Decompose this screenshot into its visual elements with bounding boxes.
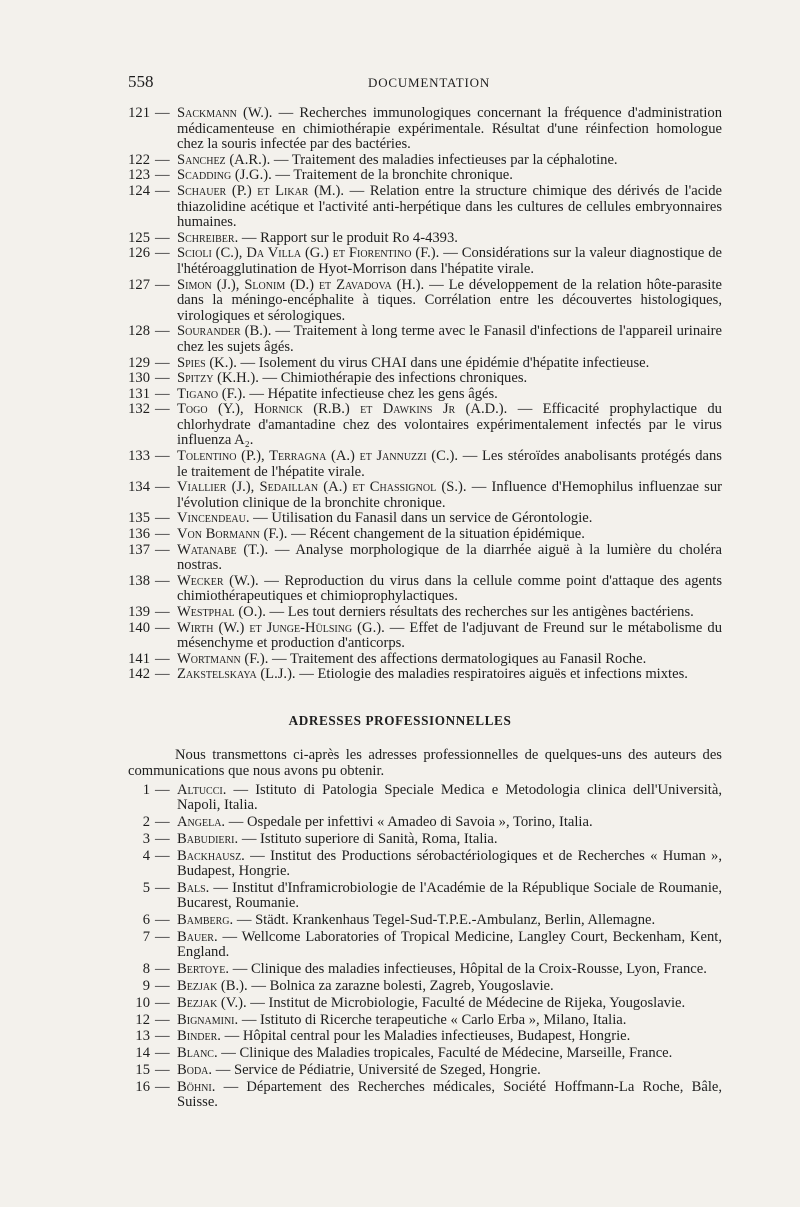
reference-entry-author: Sanchez (A.R.). [177,151,271,168]
reference-entry-number: 133 [128,448,150,465]
address-entry-text: — Wellcome Laboratories of Tropical Medicine, Langley Court, Beckenham, Kent, England. [177,929,722,961]
dash-separator: — [155,448,170,465]
reference-entry-number: 130 [128,370,150,387]
address-entry [128,930,722,961]
address-entry-text: — Istituto di Patologia Speciale Medica e Metodologia clinica dell'Università, Napoli, Italia. [177,782,722,814]
address-entry-number: 10 [135,994,150,1011]
address-entry-number: 8 [142,961,150,978]
address-entry [128,996,722,1011]
address-entry [128,881,722,912]
reference-entry-number: 125 [128,229,150,246]
reference-entry-text: — Chimiothérapie des infections chroniques. [262,370,528,387]
address-entry [128,849,722,880]
reference-entry [128,387,722,403]
dash-separator: — [155,978,170,994]
reference-entry-text: — Récent changement de la situation épidémique. [291,526,585,543]
address-entry-author: Bals. [177,880,210,896]
address-entry-text: — Département des Recherches médicales, Société Hoffmann-La Roche, Bâle, Suisse. [177,1078,723,1111]
reference-entry [128,511,722,527]
reference-entry [128,480,722,511]
dash-separator: — [155,526,170,543]
dash-separator: — [155,572,170,589]
reference-entry-author: Viallier (J.), Sedaillan (A.) et Chassignol (S.). [177,479,467,496]
reference-entry-number: 142 [128,666,150,683]
dash-separator: — [155,276,170,293]
address-entry-author: Bauer. [177,929,218,945]
address-entry-author: Bertoye. [177,961,230,978]
reference-entry-author: Vincendeau. [177,510,250,527]
reference-entry-number: 131 [128,385,150,402]
reference-entry-text: — Les tout derniers résultats des recherches sur les antigènes bactériens. [269,604,694,620]
reference-entry-text: — Reproduction du virus dans la cellule comme point d'attaque des agents chimiothérapeutiques et chimioprophylactiques. [177,572,722,605]
reference-entry-text: — Relation entre la structure chimique des dérivés de l'acide thiazolidine acétique et l'activité anti-herpétique dans les cultures de cellules embryonnaires humaines. [177,182,722,231]
reference-entry [128,106,722,153]
address-entry-number: 2 [142,814,150,831]
address-entry-number: 6 [142,912,150,929]
reference-entry-number: 122 [128,151,150,168]
reference-entry [128,667,722,683]
reference-entry-author: Scadding (J.G.). [177,167,272,184]
address-entry [128,783,722,814]
reference-entry-text: — Considérations sur la valeur diagnostique de l'hétéroagglutination de Hyot-Morrison dans l'hépatite virale. [177,245,722,277]
address-entry-number: 9 [142,978,150,994]
reference-entry-author: Schauer (P.) et Likar (M.). [177,182,345,199]
reference-entry [128,246,722,277]
reference-entry-author: Sackmann (W.). [177,105,273,121]
reference-entry [128,543,722,574]
dash-separator: — [155,354,170,371]
address-entry-text: — Städt. Krankenhaus Tegel-Sud-T.P.E.-Ambulanz, Berlin, Allemagne. [236,912,656,929]
address-entry-author: Bignamini. [177,1011,239,1028]
reference-entry-text: — Le développement de la relation hôte-parasite dans la méningo-encéphalite à tiques. Corrélation entre les découvertes histologiques, virologiques et sérologiques. [177,276,722,324]
reference-entry [128,449,722,480]
reference-entry [128,231,722,247]
dash-separator: — [155,650,170,667]
address-entry-text: — Clinique des maladies infectieuses, Hôpital de la Croix-Rousse, Lyon, France. [232,961,707,978]
dash-separator: — [155,814,170,831]
address-entry-number: 1 [142,782,150,798]
reference-entry-number: 121 [128,105,150,121]
reference-entry-number: 123 [128,167,150,184]
reference-entry-text: — Traitement des affections dermatologiques au Fanasil Roche. [272,650,647,667]
dash-separator: — [155,1045,170,1062]
address-entry [128,1080,722,1111]
reference-entry-number: 141 [128,650,150,667]
reference-entry-number: 127 [128,276,150,293]
dash-separator: — [155,105,170,121]
address-entry-text: — Hôpital central pour les Maladies infectieuses, Budapest, Hongrie. [224,1028,631,1045]
reference-entry-text: — Les stéroïdes anabolisants protégés dans le traitement de l'hépatite virale. [177,448,722,480]
reference-entry-text: — Rapport sur le produit Ro 4-4393. [241,229,458,246]
reference-entry [128,184,722,231]
dash-separator: — [155,604,170,620]
dash-separator: — [155,1028,170,1045]
address-entry-author: Böhni. [177,1078,216,1095]
address-entry-text: — Institut d'Inframicrobiologie de l'Académie de la République Sociale de Roumanie, Bucarest, Roumanie. [177,880,723,912]
reference-entry-author: Wecker (W.). [177,572,259,589]
reference-entry-text: — Influence d'Hemophilus influenzae sur l'évolution clinique de la bronchite chronique. [177,479,722,511]
reference-entry [128,324,722,355]
address-list [128,783,722,1112]
reference-entry-author: Watanabe (T.). [177,541,269,558]
address-entry-author: Babudieri. [177,831,239,847]
address-entry-author: Backhausz. [177,847,245,864]
reference-entry-author: Togo (Y.), Hornick (R.B.) et Dawkins Jr (A.D.). [177,401,508,418]
reference-entry-number: 128 [128,323,150,340]
address-entry-text: — Istituto superiore di Sanità, Roma, Italia. [241,831,498,847]
address-entry-number: 4 [142,847,150,864]
reference-entry-author: Zakstelskaya (L.J.). [177,666,296,683]
reference-entry [128,527,722,543]
reference-entry-number: 136 [128,526,150,543]
dash-separator: — [155,401,170,418]
dash-separator: — [155,1061,170,1078]
address-entry-author: Altucci. [177,782,227,798]
reference-entry [128,356,722,372]
address-entry [128,979,722,994]
reference-entry [128,652,722,668]
reference-entry-number: 139 [128,604,150,620]
address-entry [128,1063,722,1078]
dash-separator: — [155,385,170,402]
reference-entry-text: — Effet de l'adjuvant de Freund sur le métabolisme du mésenchyme et production d'anticorps. [177,619,722,652]
dash-separator: — [155,510,170,527]
reference-entry-number: 140 [128,619,150,636]
address-entry [128,913,722,928]
reference-list [128,106,722,683]
dash-separator: — [155,479,170,496]
reference-entry [128,574,722,605]
dash-separator: — [155,831,170,847]
address-entry-number: 5 [142,880,150,896]
dash-separator: — [155,1011,170,1028]
section-intro: Nous transmettons ci-après les adresses professionnelles de quelques-uns des auteurs des communications que nous avons pu obtenir. [128,747,722,779]
reference-entry-number: 134 [128,479,150,496]
dash-separator: — [155,666,170,683]
dash-separator: — [155,245,170,262]
reference-entry [128,402,722,449]
reference-entry-number: 132 [128,401,150,418]
address-entry-number: 14 [135,1045,150,1062]
dash-separator: — [155,182,170,199]
address-entry-text: — Institut de Microbiologie, Faculté de Médecine de Rijeka, Yougoslavie. [250,994,686,1011]
address-entry-author: Blanc. [177,1045,218,1062]
reference-entry-number: 135 [128,510,150,527]
address-entry-author: Bezjak (B.). [177,978,248,994]
reference-entry [128,168,722,184]
address-entry [128,962,722,977]
dash-separator: — [155,151,170,168]
reference-entry-author: Schreiber. [177,229,239,246]
reference-entry [128,278,722,325]
reference-entry-text: — Efficacité prophylactique du chlorhydrate d'amantadine chez des volontaires expérimentalement infectés par le virus influenza A₂. [177,401,722,449]
reference-entry-number: 137 [128,541,150,558]
reference-entry-text: — Isolement du virus CHAI dans une épidémie d'hépatite infectieuse. [240,354,650,371]
dash-separator: — [155,229,170,246]
dash-separator: — [155,1078,170,1095]
reference-entry-author: Wirth (W.) et Junge-Hülsing (G.). [177,619,385,636]
section-title: ADRESSES PROFESSIONNELLES [288,713,512,728]
dash-separator: — [155,880,170,896]
reference-entry-text: — Hépatite infectieuse chez les gens âgés. [249,385,498,402]
address-entry-text: — Clinique des Maladies tropicales, Faculté de Médecine, Marseille, France. [221,1045,673,1062]
address-entry-text: — Bolnica za zarazne bolesti, Zagreb, Yougoslavie. [251,978,554,994]
address-entry-text: — Istituto di Ricerche terapeutiche « Carlo Erba », Milano, Italia. [241,1011,627,1028]
reference-entry-author: Wortmann (F.). [177,650,269,667]
address-entry [128,832,722,847]
reference-entry-author: Sourander (B.). [177,323,272,340]
reference-entry-author: Spies (K.). [177,354,237,371]
address-entry-text: — Ospedale per infettivi « Amadeo di Savoia », Torino, Italia. [228,814,593,831]
address-entry [128,815,722,830]
address-entry-author: Bamberg. [177,912,234,929]
address-entry-author: Binder. [177,1028,221,1045]
dash-separator: — [155,929,170,945]
address-entry-number: 15 [135,1061,150,1078]
address-entry-number: 7 [142,929,150,945]
reference-entry-text: — Etiologie des maladies respiratoires aiguës et infections mixtes. [299,666,688,683]
address-entry-text: — Institut des Productions sérobactériologiques et de Recherches « Human », Budapest, Hongrie. [177,847,722,880]
reference-entry-text: — Traitement à long terme avec le Fanasil d'infections de l'appareil urinaire chez les sujets âgés. [177,323,722,355]
address-entry [128,1046,722,1061]
dash-separator: — [155,912,170,929]
address-entry-text: — Service de Pédiatrie, Université de Szeged, Hongrie. [215,1061,541,1078]
reference-entry-author: Westphal (O.). [177,604,266,620]
dash-separator: — [155,541,170,558]
address-entry-author: Bezjak (V.). [177,994,247,1011]
reference-entry-text: — Utilisation du Fanasil dans un service de Gérontologie. [253,510,593,527]
reference-entry [128,371,722,387]
dash-separator: — [155,961,170,978]
address-entry-author: Boda. [177,1061,213,1078]
address-entry [128,1029,722,1044]
reference-entry-author: Simon (J.), Slonim (D.) et Zavadova (H.). [177,276,425,293]
reference-entry-author: Tolentino (P.), Terragna (A.) et Jannuzzi (C.). [177,448,459,465]
address-entry [128,1013,722,1028]
running-title: DOCUMENTATION [368,75,491,90]
address-entry-number: 13 [135,1028,150,1045]
reference-entry [128,605,722,621]
dash-separator: — [155,323,170,340]
address-entry-author: Angela. [177,814,226,831]
reference-entry-number: 138 [128,572,150,589]
reference-entry [128,621,722,652]
dash-separator: — [155,994,170,1011]
dash-separator: — [155,167,170,184]
reference-entry-text: — Traitement de la bronchite chronique. [275,167,513,184]
address-entry-number: 12 [135,1011,150,1028]
dash-separator: — [155,619,170,636]
reference-entry-number: 124 [128,182,150,199]
reference-entry [128,153,722,169]
reference-entry-number: 126 [128,245,150,262]
reference-entry-author: Tigano (F.). [177,385,246,402]
reference-entry-text: — Traitement des maladies infectieuses par la céphalotine. [273,151,618,168]
reference-entry-author: Spitzy (K.H.). [177,370,259,387]
address-entry-number: 3 [142,831,150,847]
reference-entry-author: Scioli (C.), Da Villa (G.) et Fiorentino (F.). [177,245,440,262]
dash-separator: — [155,782,170,798]
reference-entry-text: — Recherches immunologiques concernant la fréquence d'administration médicamenteuse en chimiothérapie expérimentale. Résultat d'une réinfection homologue chez la souris infectée par des bactéries. [177,105,722,153]
page-number: 558 [128,72,154,91]
reference-entry-author: Von Bormann (F.). [177,526,288,543]
dash-separator: — [155,370,170,387]
dash-separator: — [155,847,170,864]
reference-entry-number: 129 [128,354,150,371]
reference-entry-text: — Analyse morphologique de la diarrhée aiguë à la lumière du choléra nostras. [177,541,722,574]
address-entry-number: 16 [135,1078,150,1095]
